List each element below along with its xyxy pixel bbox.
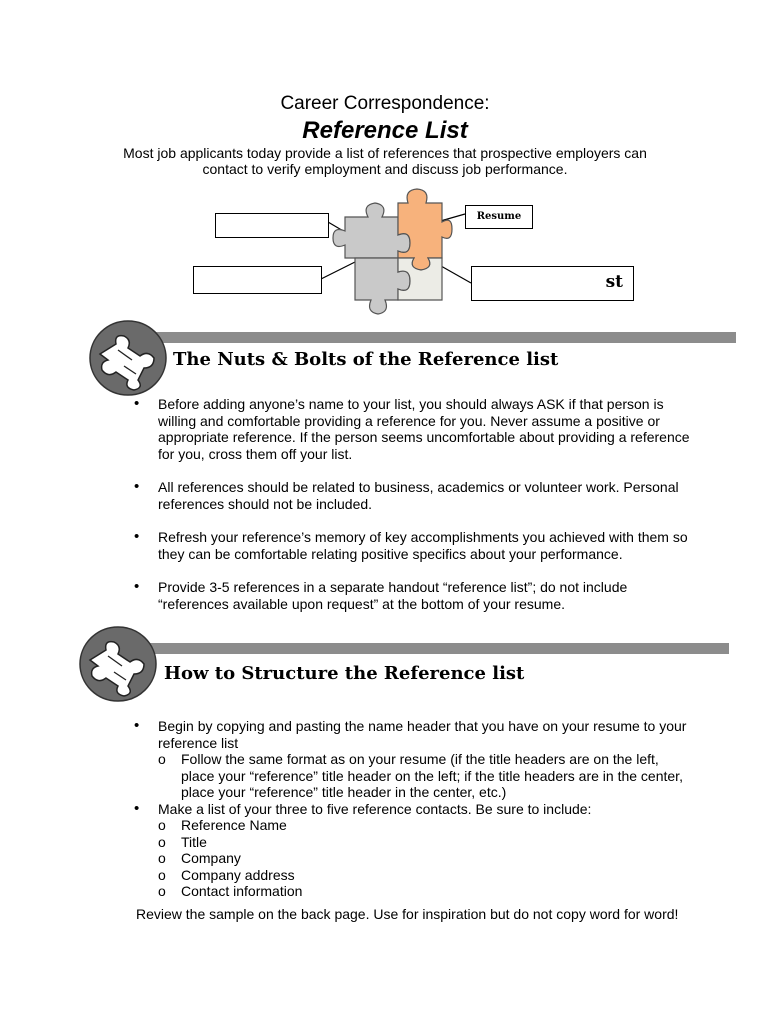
sub-list-item: o Follow the same format as on your resume (if the title headers are on the left, place your “reference” title header on the left; if the title headers are in the center, place your “reference” title header in the center, etc.) — [158, 751, 694, 801]
sub-list-item: o Company address — [158, 867, 694, 884]
page-title: Career Correspondence: — [280, 93, 490, 114]
list-item — [134, 718, 694, 801]
puzzle-diagram — [0, 0, 770, 330]
section2-heading: How to Structure the Reference list — [164, 663, 525, 684]
section1-heading: The Nuts & Bolts of the Reference list — [173, 349, 559, 370]
list-item-text: Make a list of your three to five reference contacts. Be sure to include: — [158, 800, 592, 817]
sub-list — [158, 751, 694, 801]
diagram-box-right: st — [471, 266, 634, 301]
list-item: • Refresh your reference’s memory of key accomplishments you achieved with them so they can be comfortable relating positive specifics about your performance. — [134, 529, 694, 562]
puzzle-emblem-icon — [88, 316, 170, 398]
puzzle-emblem-icon — [78, 622, 160, 704]
list-item: • Provide 3-5 references in a separate handout “reference list”; do not include “references available upon request” at the bottom of your resume. — [134, 579, 694, 612]
list-item: • Before adding anyone’s name to your list, you should always ASK if that person is willing and comfortable providing a reference for you. Never assume a positive or appropriate reference. If the person seems uncomfortable about providing a reference for you, cross them off your list. — [134, 396, 694, 462]
footer-note: Review the sample on the back page. Use for inspiration but do not copy word for word! — [136, 906, 679, 922]
sub-list-item: o Title — [158, 834, 694, 851]
sub-list — [158, 817, 694, 900]
diagram-box-bottom-left — [193, 266, 322, 294]
section1-rule — [150, 332, 736, 343]
section2-list — [134, 718, 694, 900]
sub-list-item: o Reference Name — [158, 817, 694, 834]
page-subtitle: Reference List — [302, 117, 468, 144]
sub-list-item: o Contact information — [158, 883, 694, 900]
section1-list — [134, 396, 694, 629]
diagram-box-resume: Resume — [465, 205, 533, 229]
diagram-box-top-left — [215, 213, 329, 238]
list-item: • All references should be related to business, academics or volunteer work. Personal references should not be included. — [134, 479, 694, 512]
intro-paragraph: Most job applicants today provide a list of references that prospective employers can contact to verify employment and discuss job performance. — [123, 145, 647, 177]
list-item-text: Begin by copying and pasting the name header that you have on your resume to your reference list — [158, 718, 687, 751]
section2-rule — [145, 643, 729, 654]
sub-list-item: o Company — [158, 850, 694, 867]
list-item — [134, 801, 694, 900]
